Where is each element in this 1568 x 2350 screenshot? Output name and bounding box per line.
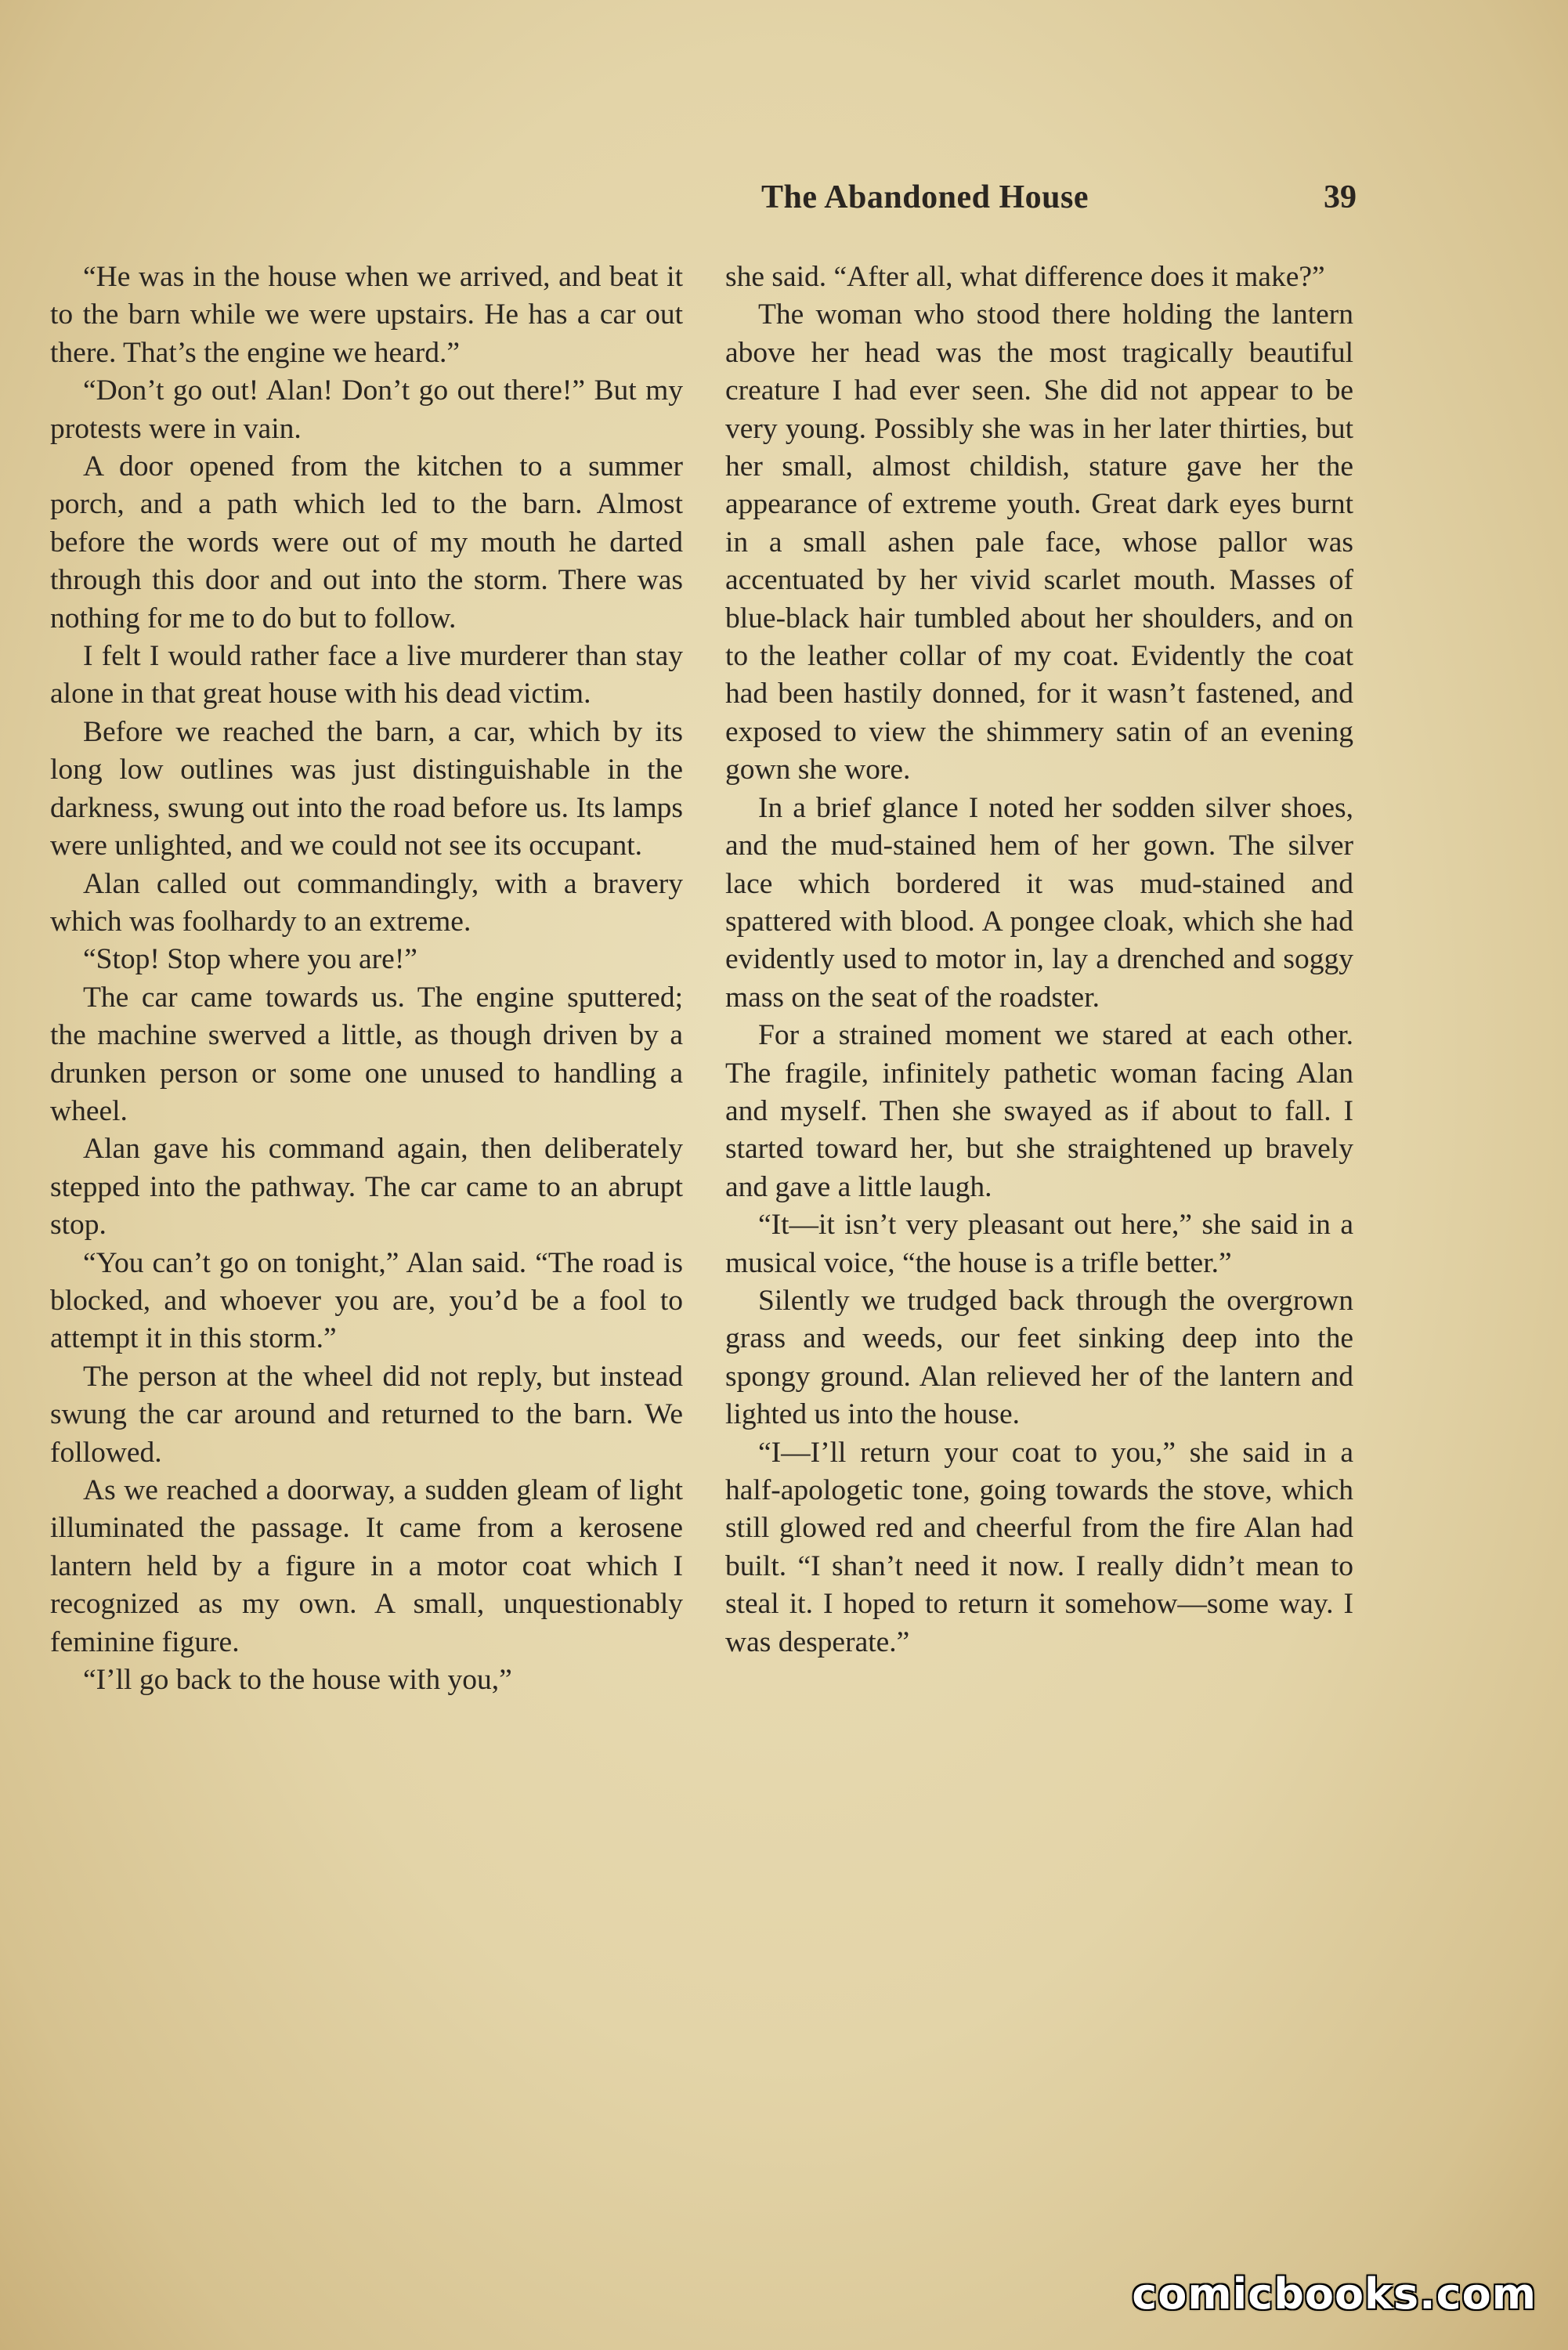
paragraph: Alan called out commandingly, with a bravery which was foolhardy to an extreme. — [50, 867, 683, 938]
paragraph: “I—I’ll return your coat to you,” she said in a half-apologetic tone, going towards the stove, which still glowed red and cheerful from the fire Alan had built. “I shan’t need it now. I really didn’t mean to steal it. I hoped to return it somehow—some way. I was desperate.” — [725, 1436, 1353, 1658]
paragraph: Before we reached the barn, a car, which by its long low outlines was just distinguishable in the darkness, swung out into the road before us. Its lamps were unlighted, and we could not see its occupant. — [50, 715, 683, 862]
paragraph: “I’ll go back to the house with you,” — [83, 1664, 512, 1697]
paragraph: “Don’t go out! Alan! Don’t go out there!” But my protests were in vain. — [50, 374, 683, 445]
paragraph: “He was in the house when we arrived, and beat it to the barn while we were upstairs. He has a car out there. That’s the engine we heard.” — [50, 261, 683, 369]
paragraph: I felt I would rather face a live murderer than stay alone in that great house with his dead victim. — [50, 640, 683, 710]
page-number: 39 — [1324, 179, 1357, 215]
paragraph: The woman who stood there holding the lantern above her head was the most tragically beautiful creature I had ever seen. She did not appear to be very young. Possibly she was in her later thirties, but her small, almost childish, stature gave her the appearance of extreme youth. Great dark eyes burnt in a small ashen pale face, whose pallor was accentuated by her vivid scarlet mouth. Masses of blue-black hair tumbled about her shoulders, and on to the leather collar of my coat. Evidently the coat had been hastily donned, for it wasn’t fastened, and exposed to view the shimmery satin of an evening gown she wore. — [725, 298, 1353, 786]
paragraph-continuation: she said. “After all, what difference does it make?” — [725, 261, 1325, 293]
right-column — [725, 258, 1353, 1661]
paragraph: As we reached a doorway, a sudden gleam of light illuminated the passage. It came from a kerosene lantern held by a figure in a motor coat which I recognized as my own. A small, unquestionably feminine figure. — [50, 1474, 683, 1658]
watermark: comicbooks.com — [1132, 2269, 1537, 2319]
paragraph: “Stop! Stop where you are!” — [83, 943, 417, 976]
paragraph: Silently we trudged back through the overgrown grass and weeds, our feet sinking deep into the spongy ground. Alan relieved her of the lantern and lighted us into the house. — [725, 1284, 1353, 1431]
paragraph: “It—it isn’t very pleasant out here,” she said in a musical voice, “the house is a trifle better.” — [725, 1209, 1353, 1279]
paragraph: A door opened from the kitchen to a summer porch, and a path which led to the barn. Almost before the words were out of my mouth he darted through this door and out into the storm. There was nothing for me to do but to follow. — [50, 450, 683, 634]
paragraph: “You can’t go on tonight,” Alan said. “The road is blocked, and whoever you are, you’d be a fool to attempt it in this storm.” — [50, 1246, 683, 1355]
paragraph: The car came towards us. The engine sputtered; the machine swerved a little, as though driven by a drunken person or some one unused to handling a wheel. — [50, 981, 683, 1127]
paragraph: In a brief glance I noted her sodden silver shoes, and the mud-stained hem of her gown. The silver lace which bordered it was mud-stained and spattered with blood. A pongee cloak, which she had evidently used to motor in, lay a drenched and soggy mass on the seat of the roadster. — [725, 791, 1353, 1014]
paragraph: The person at the wheel did not reply, but instead swung the car around and returned to the barn. We followed. — [50, 1360, 683, 1469]
running-header — [493, 179, 1357, 226]
paragraph: Alan gave his command again, then deliberately stepped into the pathway. The car came to an abrupt stop. — [50, 1133, 683, 1242]
left-column — [50, 258, 683, 1699]
running-title: The Abandoned House — [761, 179, 1089, 215]
paragraph: For a strained moment we stared at each other. The fragile, infinitely pathetic woman facing Alan and myself. Then she swayed as if about to fall. I started toward her, but she straightened up bravely and gave a little laugh. — [725, 1019, 1353, 1203]
